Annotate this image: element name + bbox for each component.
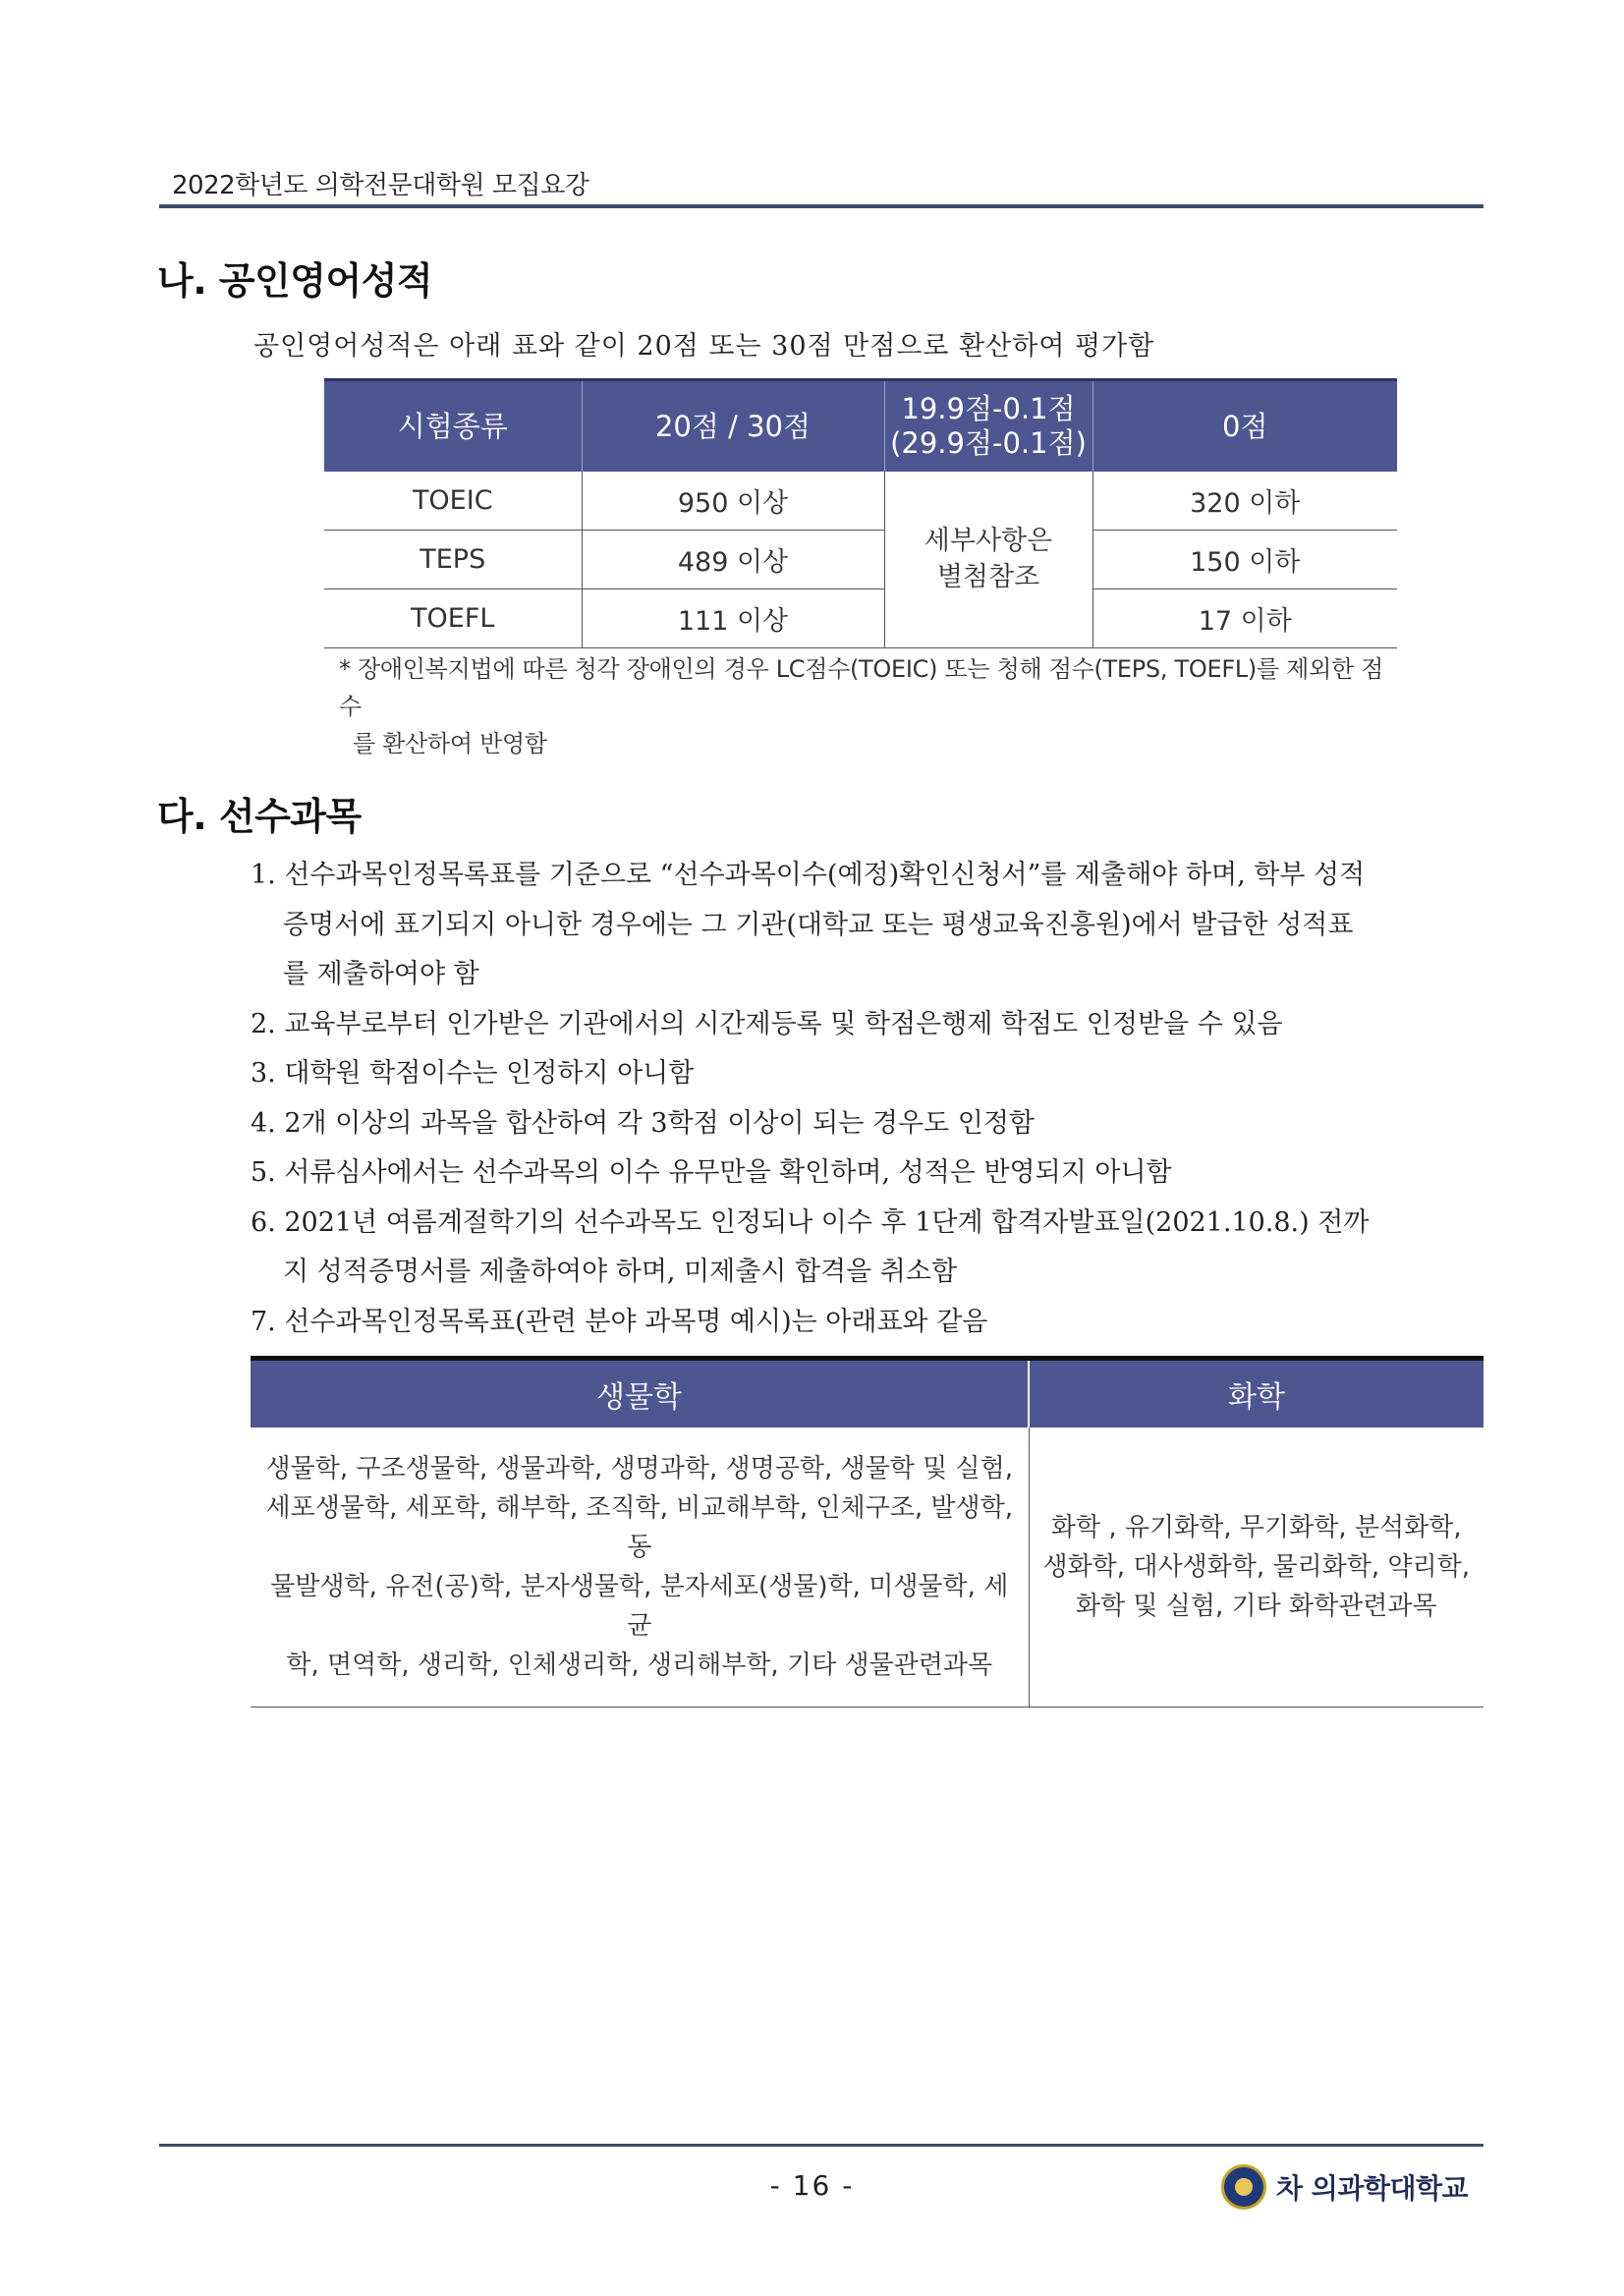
- list-item-line: 를 제출하여야 함: [283, 959, 479, 989]
- list-item-line: 3. 대학원 학점이수는 인정하지 아니함: [251, 1058, 695, 1089]
- biology-line: 물발생학, 유전(공)학, 분자생물학, 분자세포(생물)학, 미생물학, 세균: [270, 1572, 1009, 1641]
- list-item-line: 7. 선수과목인정목록표(관련 분야 과목명 예시)는 아래표와 같음: [251, 1306, 988, 1337]
- list-item: [251, 1049, 1484, 1099]
- header-partial-score: [884, 380, 1092, 473]
- section-title-prerequisites: 다. 선수과목: [157, 795, 362, 838]
- cell-biology-subjects: [251, 1428, 1029, 1708]
- list-item-line: 4. 2개 이상의 과목을 합산하여 각 3학점 이상이 되는 경우도 인정함: [251, 1107, 1035, 1139]
- biology-line: 학, 면역학, 생리학, 인체생리학, 생리해부학, 기타 생물관련과목: [286, 1651, 993, 1680]
- biology-line: 생물학, 구조생물학, 생물과학, 생명과학, 생명공학, 생물학 및 실험,: [265, 1454, 1013, 1484]
- prerequisite-subject-table: [251, 1356, 1484, 1708]
- header-zero-score: 0점: [1092, 380, 1397, 473]
- note-line1: * 장애인복지법에 따른 청각 장애인의 경우 LC점수(TOEIC) 또는 청해 점수(TEPS, TOEFL)를 제외한 점수: [339, 655, 1384, 720]
- cell-zero-score: 17 이하: [1092, 589, 1397, 648]
- header-partial-score-line1: 19.9점-0.1점: [901, 392, 1076, 426]
- cell-full-score: 111 이상: [582, 589, 884, 648]
- page-number: - 16 -: [769, 2169, 855, 2202]
- table-row: [324, 589, 1397, 648]
- table-row: [324, 472, 1397, 531]
- university-logo: [1221, 2161, 1468, 2212]
- note-line2: 를 환산하여 반영함: [353, 730, 547, 757]
- prerequisite-list: [251, 851, 1484, 1347]
- cell-zero-score: 320 이하: [1092, 472, 1397, 531]
- document-title: 2022학년도 의학전문대학원 모집요강: [172, 171, 589, 200]
- table-header-row: [251, 1359, 1484, 1428]
- cell-zero-score: 150 이하: [1092, 531, 1397, 589]
- header-partial-score-line2: (29.9점-0.1점): [890, 426, 1087, 460]
- list-item: [251, 1000, 1484, 1050]
- merged-line2: 별첨참조: [936, 561, 1040, 592]
- cell-exam: TOEFL: [324, 589, 582, 648]
- footer-divider: [159, 2144, 1484, 2147]
- header-exam-type: 시험종류: [324, 380, 582, 473]
- header-biology: 생물학: [251, 1359, 1029, 1428]
- english-score-table: [324, 378, 1397, 648]
- english-score-note: [339, 650, 1390, 762]
- list-item-line: 2. 교육부로부터 인가받은 기관에서의 시간제등록 및 학점은행제 학점도 인정받을 수 있음: [251, 1008, 1283, 1039]
- list-item: [251, 1099, 1484, 1149]
- chemistry-line: 화학 및 실험, 기타 화학관련과목: [1075, 1592, 1437, 1621]
- list-item-line: 1. 선수과목인정목록표를 기준으로 “선수과목이수(예정)확인신청서”를 제출해야 하며, 학부 성적: [251, 860, 1366, 890]
- cell-exam: TOEIC: [324, 472, 582, 531]
- cell-full-score: 489 이상: [582, 531, 884, 589]
- cell-partial-merged: [884, 472, 1092, 648]
- table-row: [324, 531, 1397, 589]
- table-row: [251, 1428, 1484, 1708]
- chemistry-line: 생화학, 대사생화학, 물리화학, 약리학,: [1042, 1552, 1471, 1582]
- english-score-intro: 공인영어성적은 아래 표와 같이 20점 또는 30점 만점으로 환산하여 평가함: [253, 331, 1155, 362]
- header-chemistry: 화학: [1029, 1359, 1484, 1428]
- cell-full-score: 950 이상: [582, 472, 884, 531]
- list-item-line: 지 성적증명서를 제출하여야 하며, 미제출시 합격을 취소함: [283, 1257, 958, 1287]
- biology-line: 세포생물학, 세포학, 해부학, 조직학, 비교해부학, 인체구조, 발생학, 동: [265, 1493, 1013, 1562]
- cell-chemistry-subjects: [1029, 1428, 1484, 1708]
- list-item-line: 5. 서류심사에서는 선수과목의 이수 유무만을 확인하며, 성적은 반영되지 아니함: [251, 1157, 1172, 1188]
- university-name: 차 의과학대학교: [1276, 2172, 1469, 2205]
- header-full-score: 20점 / 30점: [582, 380, 884, 473]
- list-item-line: 6. 2021년 여름계절학기의 선수과목도 인정되나 이수 후 1단계 합격자발표일(2021.10.8.) 전까: [251, 1206, 1370, 1238]
- list-item: [251, 1298, 1484, 1348]
- cell-exam: TEPS: [324, 531, 582, 589]
- header-divider: [159, 204, 1484, 208]
- university-emblem-icon: [1221, 2164, 1266, 2210]
- list-item: [251, 1148, 1484, 1199]
- merged-line1: 세부사항은: [924, 526, 1053, 557]
- list-item: [251, 851, 1484, 1000]
- chemistry-line: 화학 , 유기화학, 무기화학, 분석화학,: [1050, 1513, 1462, 1542]
- section-title-english-score: 나. 공인영어성적: [157, 259, 433, 303]
- list-item-line: 증명서에 표기되지 아니한 경우에는 그 기관(대학교 또는 평생교육진흥원)에서 발급한 성적표: [283, 909, 1354, 940]
- table-header-row: [324, 380, 1397, 473]
- list-item: [251, 1199, 1484, 1298]
